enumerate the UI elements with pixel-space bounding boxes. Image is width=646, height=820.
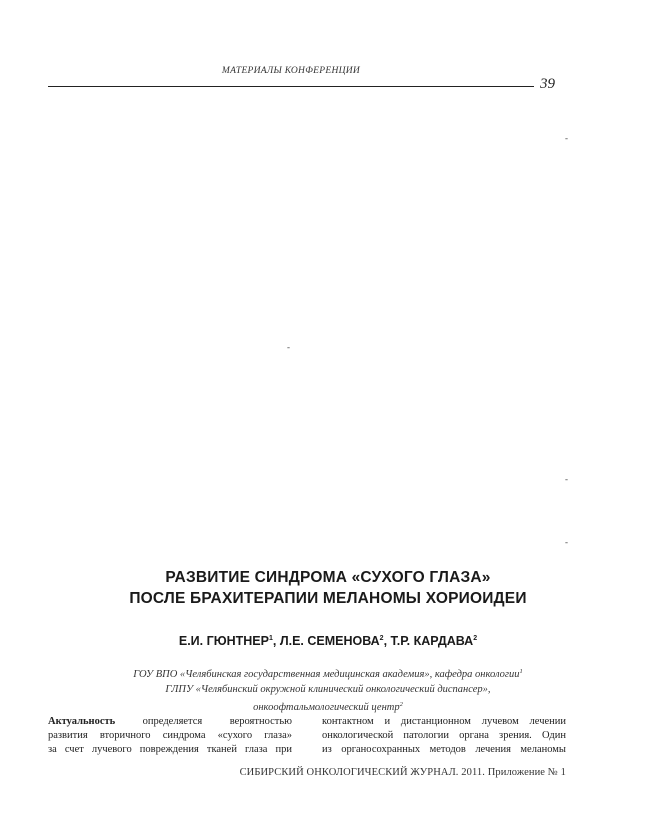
journal-footer: СИБИРСКИЙ ОНКОЛОГИЧЕСКИЙ ЖУРНАЛ. 2011. Приложение № 1 (239, 767, 566, 778)
title-line: ПОСЛЕ БРАХИТЕРАПИИ МЕЛАНОМЫ ХОРИОИДЕИ (129, 590, 527, 607)
body-text: определяется вероятностью (115, 716, 292, 727)
body-column-left (48, 715, 292, 757)
affiliations (48, 664, 608, 715)
section-lead: Актуальность (48, 716, 116, 727)
author-separator: , (272, 634, 280, 648)
affiliation-text: ГЛПУ «Челябинский окружной клинический онкологический диспансер», (165, 684, 491, 695)
affiliation-text: онкоофтальмологический центр (253, 702, 400, 713)
running-head: МАТЕРИАЛЫ КОНФЕРЕНЦИИ (221, 66, 361, 76)
article-title (48, 567, 608, 609)
body-line: онкологической патологии органа зрения. Один (322, 730, 566, 741)
dash-mark: - (565, 537, 568, 547)
body-line: контактном и дистанционном лучевом лечении (322, 716, 566, 727)
affiliation-line (48, 682, 608, 697)
author-affiliation-mark: 2 (473, 635, 478, 642)
author-separator: , (383, 634, 391, 648)
author-affiliation-mark: 2 (379, 635, 384, 642)
header-rule (48, 86, 534, 87)
body-line: за счет лучевого повреждения тканей глаза при (48, 744, 292, 755)
author-name: Т.Р. КАРДАВА (390, 634, 474, 648)
page-number: 39 (540, 76, 555, 92)
affiliation-line (48, 664, 608, 682)
body-column-right (322, 715, 566, 757)
title-line: РАЗВИТИЕ СИНДРОМА «СУХОГО ГЛАЗА» (165, 569, 491, 586)
affiliation-line (48, 697, 608, 715)
dash-mark: - (565, 133, 568, 143)
body-line: развития вторичного синдрома «сухого глаза» (48, 730, 292, 741)
dash-mark: - (565, 474, 568, 484)
body-line (48, 715, 292, 729)
dash-mark: - (287, 342, 290, 352)
author-name: Л.Е. СЕМЕНОВА (279, 634, 380, 648)
author-name: Е.И. ГЮНТНЕР (178, 634, 269, 648)
body-line: из органосохранных методов лечения меланомы (322, 744, 566, 755)
author-list (48, 634, 608, 648)
author-affiliation-mark: 1 (268, 635, 273, 642)
affiliation-mark: 1 (519, 668, 523, 675)
affiliation-mark: 2 (399, 701, 403, 708)
affiliation-text: ГОУ ВПО «Челябинская государственная медицинская академия», кафедра онкологии (133, 669, 520, 680)
